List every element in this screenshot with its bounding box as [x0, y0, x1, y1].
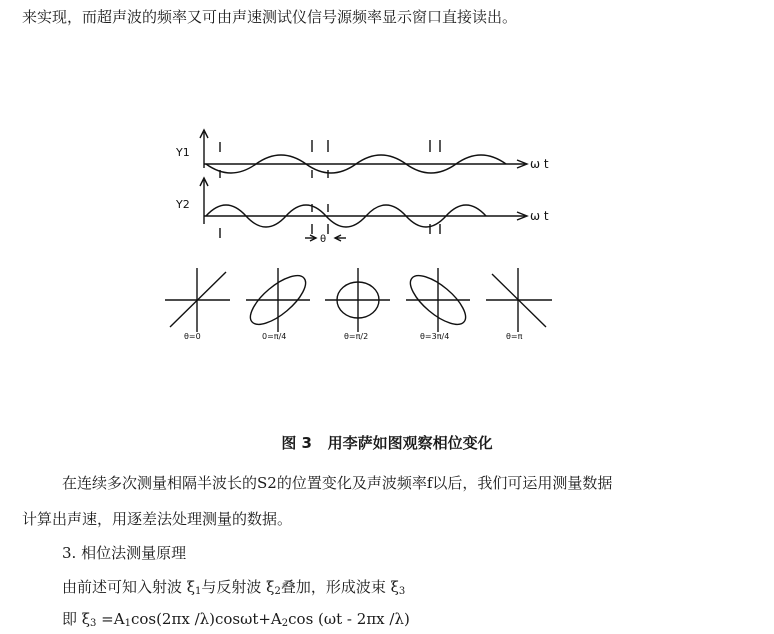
equation-line [62, 608, 410, 629]
caption-number: 图 3 [281, 434, 312, 452]
subscript: 2 [274, 586, 281, 597]
text-run: 与反射波 ξ [201, 578, 275, 596]
paragraph-1-line-2: 计算出声速，用逐差法处理测量的数据。 [22, 510, 293, 528]
top-text-line: 来实现，而超声波的频率又可由声速测试仪信号源频率显示窗口直接读出。 [22, 8, 518, 26]
theta-marker-label: θ [320, 234, 327, 245]
text-run: 由前述可知入射波 ξ [62, 578, 196, 596]
phase-label-2: θ=π/2 [344, 332, 369, 341]
paragraph-1-line-1: 在连续多次测量相隔半波长的S2的位置变化及声波频率f以后，我们可运用测量数据 [62, 474, 613, 492]
lissajous-figure [160, 120, 580, 350]
phase-label-0: θ=0 [184, 332, 201, 341]
text-run: cos(2πx /λ)cosωt+A [130, 610, 282, 628]
subscript: 1 [195, 586, 202, 597]
subscript: 3 [90, 618, 97, 629]
text-run: 叠加，形成波束 ξ [280, 578, 399, 596]
caption-title: 用李萨如图观察相位变化 [327, 434, 493, 452]
lissajous-theta-pi-4 [243, 267, 313, 332]
y2-label: Y2 [176, 198, 190, 211]
lissajous-theta-pi-2 [325, 268, 390, 332]
text-run: cos (ωt - 2πx /λ) [288, 610, 410, 628]
x-label-2: ω t [530, 209, 549, 223]
text-run: =A [96, 610, 125, 628]
y1-label: Y1 [176, 146, 190, 159]
phase-label-1: 0=π/4 [262, 332, 287, 341]
phase-label-3: θ=3π/4 [420, 332, 450, 341]
wave-superposition-line [62, 576, 405, 597]
subscript: 1 [124, 618, 131, 629]
lissajous-theta-pi [486, 268, 552, 332]
x-label-1: ω t [530, 157, 549, 171]
lissajous-theta-0 [165, 268, 230, 332]
lissajous-theta-3pi-4 [403, 267, 473, 332]
figure-caption [0, 432, 774, 453]
text-run: 即 ξ [62, 610, 91, 628]
phase-label-4: θ=π [506, 332, 523, 341]
subscript: 3 [398, 586, 406, 597]
subscript: 2 [281, 618, 289, 629]
section-heading: 3. 相位法测量原理 [62, 544, 187, 562]
